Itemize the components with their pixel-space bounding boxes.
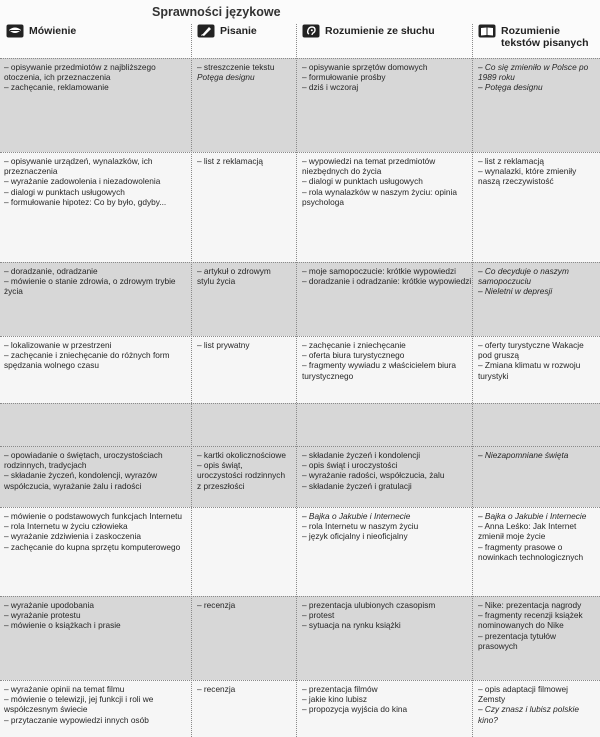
list-item: – formułowanie prośby — [302, 72, 386, 83]
row-divider — [0, 507, 600, 508]
list-item: – Co decyduje o naszym samopoczuciu — [478, 266, 569, 287]
list-item: – Bajka o Jakubie i Internecie — [478, 511, 587, 521]
table-cell — [4, 511, 186, 552]
column-divider — [472, 24, 473, 737]
list-item: – wyrażanie radości, współczucia, żalu — [302, 470, 445, 481]
list-item: – kartki okolicznościowe — [197, 450, 286, 460]
table-cell — [302, 511, 472, 542]
list-item: – lokalizowanie w przestrzeni — [4, 340, 112, 350]
list-item: – fragmenty wywiadu z właścicielem biura turystycznego — [302, 360, 457, 381]
table-cell — [4, 600, 186, 631]
list-item: – prezentacja tytułów prasowych — [478, 630, 556, 651]
list-item: – moje samopoczucie: krótkie wypowiedzi — [302, 266, 457, 276]
row-divider — [0, 596, 600, 597]
table-cell — [4, 450, 186, 491]
table-cell — [302, 450, 472, 491]
list-item: – składanie życzeń i kondolencji — [302, 450, 421, 460]
table-cell — [197, 156, 289, 166]
table-cell — [4, 62, 186, 93]
speaking-mouth-icon — [6, 24, 24, 38]
list-item: – list z reklamacją — [478, 156, 544, 166]
table-cell — [478, 62, 596, 93]
table-row — [0, 446, 600, 507]
list-item: – dialogi w punktach usługowych — [302, 176, 423, 187]
list-item: – Bajka o Jakubie i Internecie — [302, 511, 411, 521]
table-cell — [4, 340, 186, 371]
list-item: – wynalazki, które zmieniły naszą rzeczywistość — [478, 166, 577, 187]
table-row — [0, 152, 600, 262]
page-title: Sprawności językowe — [152, 5, 281, 19]
table-row — [0, 403, 600, 446]
list-item: – wyrażanie protestu — [4, 610, 81, 621]
writing-hand-icon — [197, 24, 215, 38]
table-row — [0, 507, 600, 596]
list-item: – wyrażanie zdziwienia i zaskoczenia — [4, 531, 141, 542]
row-divider — [0, 446, 600, 447]
list-item: – zachęcanie, reklamowanie — [4, 82, 109, 93]
table-cell — [302, 62, 472, 93]
list-item: – Zmiana klimatu w rozwoju turystyki — [478, 360, 581, 381]
list-item: – streszczenie tekstu — [197, 62, 275, 72]
list-item: – fragmenty recenzji książek nominowanych do Nike — [478, 610, 583, 631]
list-item: – mówienie o podstawowych funkcjach Internetu — [4, 511, 183, 521]
table-cell — [197, 340, 289, 350]
table-row — [0, 596, 600, 680]
table-cell — [478, 684, 596, 725]
listening-ear-icon — [302, 24, 320, 38]
reading-book-icon — [478, 24, 496, 38]
list-item: – Czy znasz i lubisz polskie kino? — [478, 704, 579, 725]
list-item: – opis adaptacji filmowej Zemsty — [478, 684, 568, 705]
table-cell — [478, 266, 596, 297]
list-item: – rola Internetu w naszym życiu — [302, 521, 419, 532]
table-cell — [197, 62, 289, 82]
list-item: – doradzanie, odradzanie — [4, 266, 98, 276]
table-cell — [478, 511, 596, 562]
list-item: – dialogi w punktach usługowych — [4, 186, 125, 197]
table-cell — [197, 266, 289, 286]
list-item: – język oficjalny i nieoficjalny — [302, 531, 408, 542]
table-row — [0, 680, 600, 737]
list-item: – prezentacja filmów — [302, 684, 378, 694]
list-item: – wyrażanie upodobania — [4, 600, 94, 610]
list-item: – opisywanie przedmiotów z najbliższego otoczenia, ich przeznaczenia — [4, 62, 156, 83]
list-item: – przytaczanie wypowiedzi innych osób — [4, 714, 149, 725]
list-item: – wyrażanie opinii na temat filmu — [4, 684, 125, 694]
row-divider — [0, 680, 600, 681]
table-row — [0, 262, 600, 336]
row-divider — [0, 403, 600, 404]
table-cell — [302, 340, 472, 381]
table-cell — [478, 600, 596, 651]
list-item: – artykuł o zdrowym stylu życia — [197, 266, 271, 287]
table-cell — [302, 684, 472, 715]
list-item: – opisywanie urządzeń, wynalazków, ich przeznaczenia — [4, 156, 153, 177]
column-divider — [191, 24, 192, 737]
table-cell — [4, 684, 186, 725]
list-item: – list prywatny — [197, 340, 250, 350]
list-item: – zachęcanie i zniechęcanie do różnych form spędzania wolnego czasu — [4, 350, 170, 371]
list-item: – Nieletni w depresji — [478, 286, 553, 297]
column-header-reading — [478, 24, 598, 58]
list-item: – opowiadanie o świętach, uroczystościach rodzinnych, tradycjach — [4, 450, 163, 471]
list-item: – doradzanie i odradzanie: krótkie wypowiedzi — [302, 276, 472, 287]
table-row — [0, 336, 600, 403]
table-cell — [4, 266, 186, 297]
table-cell — [302, 600, 472, 631]
table-row — [0, 58, 600, 152]
row-divider — [0, 152, 600, 153]
list-item: – opis świąt, uroczystości rodzinnych z przeszłości — [197, 460, 286, 491]
list-item: – Potęga designu — [478, 82, 543, 93]
list-item: – zachęcanie do kupna sprzętu komputerowego — [4, 541, 181, 552]
column-header-label: Rozumienie ze słuchu — [325, 25, 435, 37]
list-item: – opisywanie sprzętów domowych — [302, 62, 428, 72]
list-item: – list z reklamacją — [197, 156, 263, 166]
list-item: – protest — [302, 610, 335, 621]
list-item: – sytuacja na rynku książki — [302, 620, 401, 631]
list-item: – mówienie o książkach i prasie — [4, 620, 121, 631]
list-item: – oferty turystyczne Wakacje pod gruszą — [478, 340, 584, 361]
column-header-label: Pisanie — [220, 25, 257, 37]
list-item: – Nike: prezentacja nagrody — [478, 600, 582, 610]
list-item: – recenzja — [197, 684, 236, 694]
column-divider — [296, 24, 297, 737]
table-cell — [197, 450, 289, 491]
list-item: – mówienie o stanie zdrowia, o zdrowym trybie życia — [4, 276, 176, 297]
column-header-speaking — [6, 24, 186, 58]
table-cell — [197, 684, 289, 694]
column-header-listening — [302, 24, 474, 58]
list-item: – formułowanie hipotez: Co by było, gdyby... — [4, 196, 167, 207]
table-cell — [478, 340, 596, 381]
list-item: – zachęcanie i zniechęcanie — [302, 340, 406, 350]
row-divider — [0, 58, 600, 59]
list-item: – oferta biura turystycznego — [302, 350, 405, 361]
table-cell — [478, 156, 596, 187]
list-item: – rola Internetu w życiu człowieka — [4, 521, 128, 532]
table-cell — [302, 156, 472, 207]
list-item: – dziś i wczoraj — [302, 82, 359, 93]
list-item: – fragmenty prasowe o nowinkach technologicznych — [478, 541, 584, 562]
column-header-writing — [197, 24, 292, 58]
list-item: – składanie życzeń, kondolencji, wyrazów współczucia, wyrażanie żalu i radości — [4, 470, 158, 491]
list-item: Potęga designu — [197, 72, 255, 83]
list-item: – wypowiedzi na temat przedmiotów niezbędnych do życia — [302, 156, 436, 177]
list-item: – jakie kino lubisz — [302, 694, 368, 705]
table-cell — [302, 266, 472, 286]
list-item: – opis świąt i uroczystości — [302, 460, 398, 471]
table-cell — [4, 156, 186, 207]
list-item: – wyrażanie zadowolenia i niezadowolenia — [4, 176, 161, 187]
row-divider — [0, 336, 600, 337]
table-cell — [478, 450, 596, 460]
list-item: – Niezapomniane święta — [478, 450, 569, 460]
column-header-label: Mówienie — [29, 25, 77, 37]
table-cell — [197, 600, 289, 610]
row-divider — [0, 262, 600, 263]
column-header-label: Rozumienie tekstów pisanych — [501, 25, 589, 49]
list-item: – prezentacja ulubionych czasopism — [302, 600, 436, 610]
list-item: – mówienie o telewizji, jej funkcji i roli we współczesnym świecie — [4, 694, 154, 715]
list-item: – recenzja — [197, 600, 236, 610]
list-item: – Co się zmieniło w Polsce po 1989 roku — [478, 62, 589, 83]
list-item: – Anna Leśko: Jak Internet zmienił moje życie — [478, 521, 577, 542]
list-item: – składanie życzeń i gratulacji — [302, 480, 412, 491]
list-item: – propozycja wyjścia do kina — [302, 704, 408, 715]
list-item: – rola wynalazków w naszym życiu: opinia psychologa — [302, 186, 457, 207]
